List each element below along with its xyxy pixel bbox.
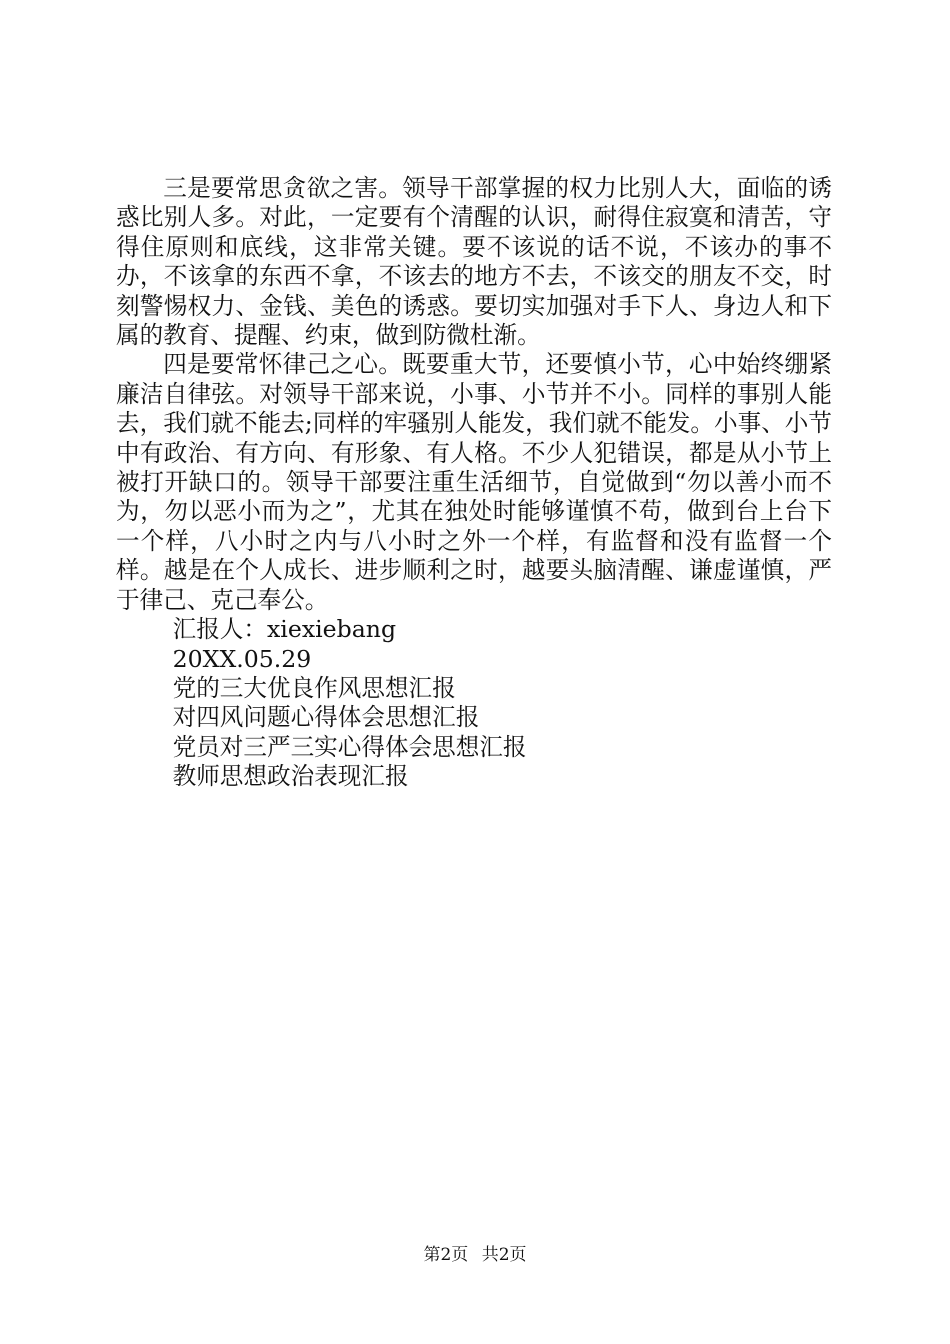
paragraph-three: 三是要常思贪欲之害。领导干部掌握的权力比别人大，面临的诱惑比别人多。对此，一定要有个清醒的认识，耐得住寂寞和清苦，守得住原则和底线，这非常关键。要不该说的话不说，不该办的事不办，不该拿的东西不拿，不该去的地方不去，不该交的朋友不交，时刻警惕权力、金钱、美色的诱惑。要切实加强对手下人、身边人和下属的教育、提醒、约束，做到防微杜渐。: [116, 174, 832, 350]
related-item[interactable]: 党员对三严三实心得体会思想汇报: [172, 732, 527, 761]
document-body: [116, 174, 832, 792]
reporter-line: 汇报人：xiexiebang: [172, 615, 397, 644]
related-item[interactable]: 党的三大优良作风思想汇报: [172, 673, 456, 702]
related-item[interactable]: 对四风问题心得体会思想汇报: [172, 703, 480, 732]
page-footer: [0, 1244, 950, 1266]
date-line: 20XX.05.29: [172, 644, 312, 673]
page-number: 第2页: [423, 1245, 469, 1265]
related-item[interactable]: 教师思想政治表现汇报: [172, 762, 409, 791]
page-total: 共2页: [481, 1245, 527, 1265]
paragraph-four: 四是要常怀律己之心。既要重大节，还要慎小节，心中始终绷紧廉洁自律弦。对领导干部来说，小事、小节并不小。同样的事别人能去，我们就不能去;同样的牢骚别人能发，我们就不能发。小事、小节中有政治、有方向、有形象、有人格。不少人犯错误，都是从小节上被打开缺口的。领导干部要注重生活细节，自觉做到“勿以善小而不为，勿以恶小而为之”，尤其在独处时能够谨慎不苟，做到台上台下一个样，八小时之内与八小时之外一个样，有监督和没有监督一个样。越是在个人成长、进步顺利之时，越要头脑清醒、谦虚谨慎，严于律己、克己奉公。: [116, 350, 832, 614]
